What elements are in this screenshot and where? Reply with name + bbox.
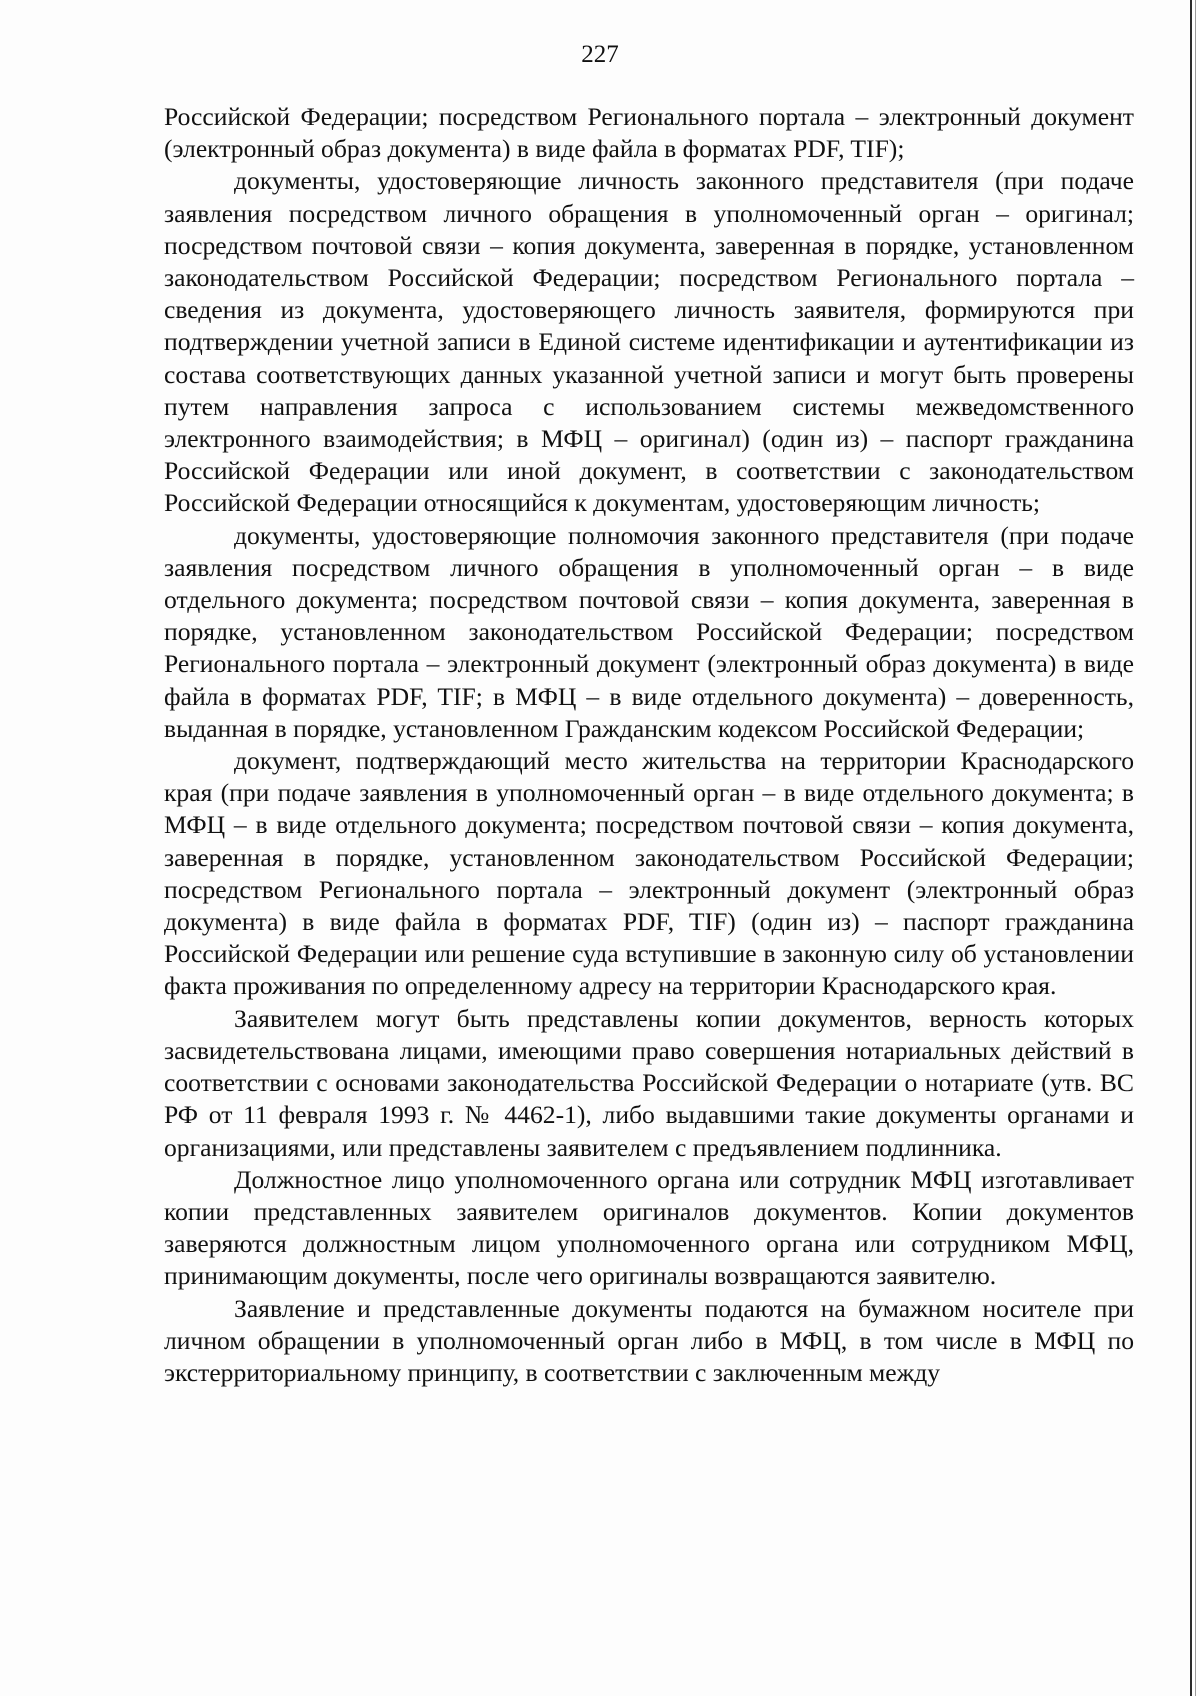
page-number: 227 [581,41,619,68]
paragraph-continuation: Российской Федерации; посредством Регионального портала – электронный документ (электронный образ документа) в виде файла в форматах PDF, TIF); [164,102,1134,164]
paragraph-certified-copies: Заявителем могут быть представлены копии документов, верность которых засвидетельствована лицами, имеющими право совершения нотариальных действий в соответствии с основами законодательства Российской Федерации о нотариате (утв. ВС РФ от 11 февраля 1993 г. № 4462-1), либо выдавшими такие документы органами и организациями, или представлены заявителем с предъявлением подлинника. [164,1003,1134,1162]
paragraph-submission: Заявление и представленные документы подаются на бумажном носителе при личном обращении в уполномоченный орган либо в МФЦ, в том числе в МФЦ по экстерриториальному принципу, в соответствии с заключенным между [164,1293,1134,1387]
scan-edge-shadow [1195,0,1196,1696]
paragraph-copy-making: Должностное лицо уполномоченного органа или сотрудник МФЦ изготавливает копии представленных заявителем оригиналов документов. Копии документов заверяются должностным лицом уполномоченного органа или сотрудником МФЦ, принимающим документы, после чего оригиналы возвращаются заявителю. [164,1164,1134,1291]
paragraph-authority-documents: документы, удостоверяющие полномочия законного представителя (при подаче заявления посредством личного обращения в уполномоченный орган – в виде отдельного документа; посредством почтовой связи – копия документа, заверенная в порядке, установленном законодательством Российской Федерации; посредством Регионального портала – электронный документ (электронный образ документа) в виде файла в форматах PDF, TIF; в МФЦ – в виде отдельного документа) – доверенность, выданная в порядке, установленном Гражданским кодексом Российской Федерации; [164,520,1134,743]
document-body [164,101,1134,1389]
paragraph-identity-documents: документы, удостоверяющие личность законного представителя (при подаче заявления посредством личного обращения в уполномоченный орган – оригинал; посредством почтовой связи – копия документа, заверенная в порядке, установленном законодательством Российской Федерации; посредством Регионального портала – сведения из документа, удостоверяющего личность заявителя, формируются при подтверждении учетной записи в Единой системе идентификации и аутентификации из состава соответствующих данных указанной учетной записи и могут быть проверены путем направления запроса с использованием системы межведомственного электронного взаимодействия; в МФЦ – оригинал) (один из) – паспорт гражданина Российской Федерации или иной документ, в соответствии с законодательством Российской Федерации относящийся к документам, удостоверяющим личность; [164,166,1134,518]
paragraph-residence-document: документ, подтверждающий место жительства на территории Краснодарского края (при подаче заявления в уполномоченный орган – в виде отдельного документа; в МФЦ – в виде отдельного документа; посредством почтовой связи – копия документа, заверенная в порядке, установленном законодательством Российской Федерации; посредством Регионального портала – электронный документ (электронный образ документа) в виде файла в форматах PDF, TIF) (один из) – паспорт гражданина Российской Федерации или решение суда вступившие в законную силу об установлении факта проживания по определенному адресу на территории Краснодарского края. [164,746,1134,1001]
scan-edge-line [1190,0,1192,1696]
